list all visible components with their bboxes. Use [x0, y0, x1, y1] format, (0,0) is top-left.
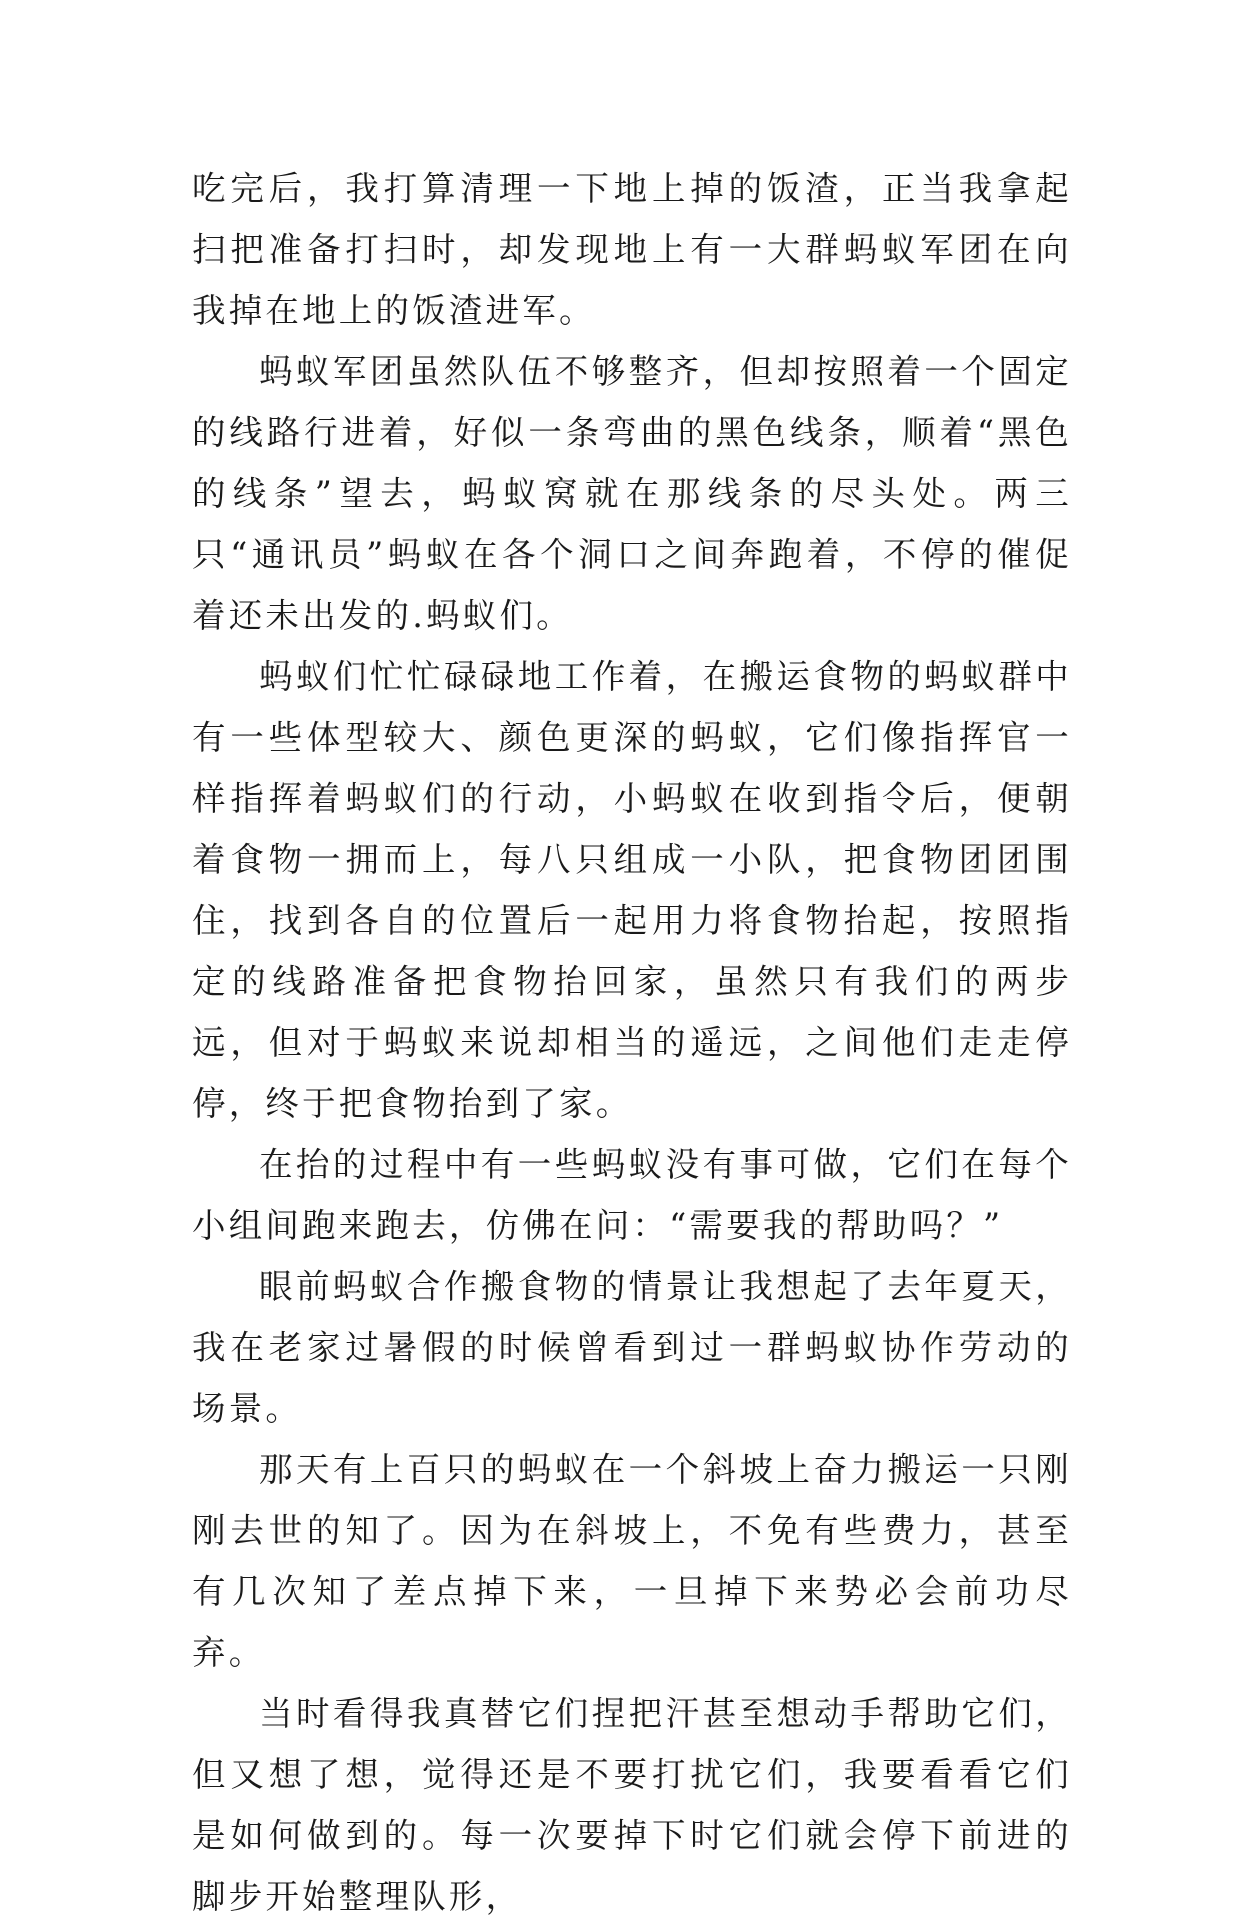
paragraph-1: 吃完后，我打算清理一下地上掉的饭渣，正当我拿起扫把准备打扫时，却发现地上有一大群蚂蚁军团在向我掉在地上的饭渣进军。: [192, 169, 1072, 330]
paragraph-2: 蚂蚁军团虽然队伍不够整齐，但却按照着一个固定的线路行进着，好似一条弯曲的黑色线条，顺着“黑色的线条”望去，蚂蚁窝就在那线条的尽头处。两三只“通讯员”蚂蚁在各个洞口之间奔跑着，不停的催促着还未出发的.蚂蚁们。: [192, 352, 1072, 635]
paragraph-5: 眼前蚂蚁合作搬食物的情景让我想起了去年夏天，我在老家过暑假的时候曾看到过一群蚂蚁协作劳动的场景。: [192, 1267, 1072, 1428]
paragraph-4: 在抬的过程中有一些蚂蚁没有事可做，它们在每个小组间跑来跑去，仿佛在问：“需要我的帮助吗？”: [192, 1145, 1072, 1245]
paragraph-6: 那天有上百只的蚂蚁在一个斜坡上奋力搬运一只刚刚去世的知了。因为在斜坡上，不免有些费力，甚至有几次知了差点掉下来，一旦掉下来势必会前功尽弃。: [192, 1450, 1072, 1672]
paragraph-7: 当时看得我真替它们捏把汗甚至想动手帮助它们，但又想了想，觉得还是不要打扰它们，我要看看它们是如何做到的。每一次要掉下时它们就会停下前进的脚步开始整理队形，: [192, 1694, 1072, 1916]
document-body: [192, 158, 1072, 1927]
paragraph-3: 蚂蚁们忙忙碌碌地工作着，在搬运食物的蚂蚁群中有一些体型较大、颜色更深的蚂蚁，它们像指挥官一样指挥着蚂蚁们的行动，小蚂蚁在收到指令后，便朝着食物一拥而上，每八只组成一小队，把食物团团围住，找到各自的位置后一起用力将食物抬起，按照指定的线路准备把食物抬回家，虽然只有我们的两步远，但对于蚂蚁来说却相当的遥远，之间他们走走停停，终于把食物抬到了家。: [192, 657, 1072, 1123]
